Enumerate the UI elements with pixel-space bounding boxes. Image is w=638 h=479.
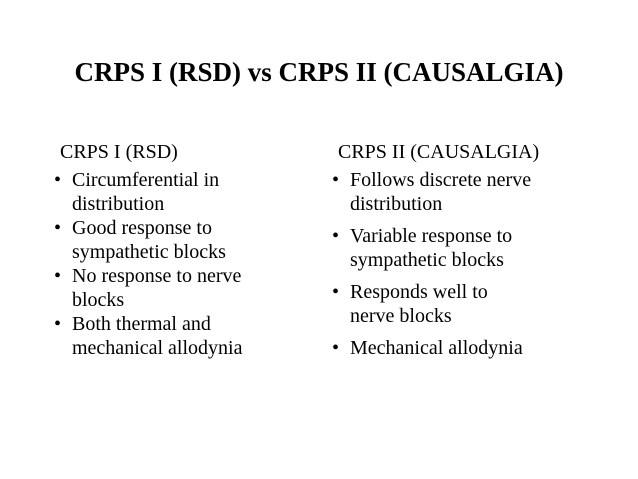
list-item-line: mechanical allodynia	[72, 337, 243, 359]
list-item-line: distribution	[72, 193, 165, 215]
crps2-column	[330, 140, 630, 368]
bullet-icon: •	[332, 281, 340, 303]
bullet-icon: •	[332, 337, 340, 359]
list-item-line: distribution	[350, 193, 443, 215]
list-item-line: sympathetic blocks	[350, 249, 504, 271]
list-item-line: Follows discrete nerve	[350, 169, 532, 191]
list-item	[52, 168, 302, 216]
list-item	[330, 168, 630, 216]
bullet-icon: •	[54, 169, 62, 191]
list-item	[330, 336, 630, 360]
list-item-line: No response to nerve	[72, 265, 242, 287]
crps2-list	[330, 168, 630, 360]
crps1-list	[52, 168, 302, 360]
list-item	[52, 264, 302, 312]
bullet-icon: •	[332, 225, 340, 247]
list-item-line: sympathetic blocks	[72, 241, 226, 263]
list-item-line: Responds well to	[350, 281, 488, 303]
bullet-icon: •	[54, 313, 62, 335]
list-item-line: blocks	[72, 289, 125, 311]
list-item	[52, 312, 302, 360]
crps2-heading: CRPS II (CAUSALGIA)	[338, 141, 540, 163]
bullet-icon: •	[54, 265, 62, 287]
list-item-line: Mechanical allodynia	[350, 337, 523, 359]
list-item-line: Variable response to	[350, 225, 513, 247]
list-item	[330, 224, 630, 272]
list-item-line: Both thermal and	[72, 313, 211, 335]
list-item-line: Circumferential in	[72, 169, 220, 191]
list-item	[330, 280, 630, 328]
list-item-line: Good response to	[72, 217, 212, 239]
list-item-line: nerve blocks	[350, 305, 452, 327]
crps1-column	[52, 140, 302, 360]
bullet-icon: •	[54, 217, 62, 239]
bullet-icon: •	[332, 169, 340, 191]
list-item	[52, 216, 302, 264]
slide-title: CRPS I (RSD) vs CRPS II (CAUSALGIA)	[74, 57, 564, 87]
crps1-heading: CRPS I (RSD)	[60, 141, 178, 163]
